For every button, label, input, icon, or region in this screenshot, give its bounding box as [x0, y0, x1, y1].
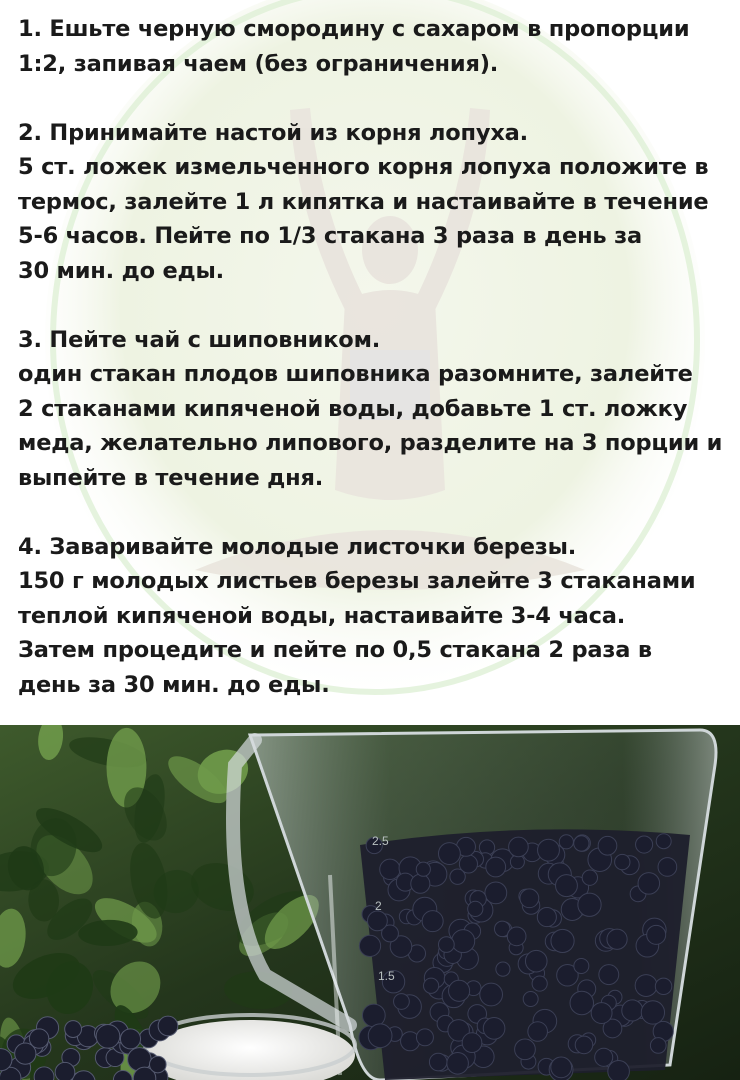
berry	[55, 1062, 75, 1080]
berry	[636, 836, 653, 853]
berry	[485, 882, 507, 904]
text-line: 1:2, запивая чаем (без ограничения).	[18, 50, 499, 77]
volume-mark: 1.5	[378, 969, 395, 983]
berry	[96, 1024, 120, 1048]
berry	[638, 873, 660, 895]
text-line: теплой кипяченой воды, настаивайте 3-4 часа.	[18, 602, 626, 629]
text-line: день за 30 мин. до еды.	[18, 671, 330, 698]
berry	[411, 874, 430, 893]
berry	[655, 978, 671, 994]
berry	[574, 959, 589, 974]
berry	[599, 965, 619, 985]
berry	[647, 925, 666, 944]
berry	[551, 1057, 572, 1078]
berry	[598, 836, 617, 855]
berry	[29, 1029, 48, 1048]
recipe-section-3	[18, 323, 730, 496]
blackcurrant-photo	[0, 725, 740, 1080]
berry	[449, 980, 470, 1001]
berry	[641, 1001, 664, 1024]
berry	[462, 1033, 482, 1053]
text-line: Затем процедите и пейте по 0,5 стакана 2 раза в	[18, 637, 652, 663]
text-line: термос, залейте 1 л кипятка и настаивайте в течение	[18, 188, 709, 215]
text-line: 30 мин. до еды.	[18, 257, 225, 284]
berry	[656, 834, 671, 849]
recipe-text	[18, 12, 730, 725]
berry	[622, 1000, 643, 1021]
text-line: 1. Ешьте черную смородину с сахаром в пропорции	[18, 16, 690, 42]
recipe-section-4	[18, 530, 730, 703]
berry	[607, 929, 627, 949]
berry	[368, 1024, 392, 1048]
berry	[595, 1048, 613, 1066]
berry	[509, 837, 529, 857]
berry	[551, 929, 574, 952]
berry	[359, 935, 380, 956]
volume-mark: 2	[375, 899, 382, 913]
berry	[615, 854, 630, 869]
berry	[507, 927, 526, 946]
berry	[150, 1056, 167, 1073]
section-heading: 2. Принимайте настой из корня лопуха.	[18, 119, 529, 146]
berry	[525, 950, 547, 972]
berry	[496, 962, 510, 976]
berry	[483, 1018, 505, 1040]
berry	[429, 1053, 447, 1071]
berry	[515, 1039, 536, 1060]
berry	[438, 843, 460, 865]
berry	[480, 983, 503, 1006]
berry	[394, 994, 410, 1010]
berry	[486, 857, 506, 877]
berry	[438, 937, 454, 953]
berry	[650, 1038, 666, 1054]
berry	[468, 901, 483, 916]
berry	[556, 875, 578, 897]
recipe-section-2	[18, 116, 730, 289]
berry	[416, 1029, 433, 1046]
berry	[362, 1004, 385, 1027]
berry	[537, 907, 556, 926]
berry	[532, 976, 547, 991]
berry	[65, 1021, 82, 1038]
berry	[520, 889, 539, 908]
berry	[523, 992, 538, 1007]
berry	[575, 1036, 593, 1054]
berry	[559, 835, 573, 849]
recipe-section-1	[18, 12, 730, 81]
berry	[528, 1022, 548, 1042]
berry	[452, 930, 475, 953]
berry	[574, 836, 589, 851]
section-heading: 3. Пейте чай с шиповником.	[18, 326, 381, 353]
text-line: меда, желательно липового, разделите на 3 порции и	[18, 430, 723, 456]
berry	[570, 991, 593, 1014]
berry	[380, 859, 400, 879]
text-line: 150 г молодых листьев березы залейте 3 стаканами	[18, 568, 696, 594]
text-line: один стакан плодов шиповника разомните, залейте	[18, 361, 693, 387]
photo-illustration	[0, 725, 740, 1080]
text-line: выпейте в течение дня.	[18, 464, 324, 491]
berry	[658, 858, 677, 877]
berry	[120, 1029, 140, 1049]
berry	[591, 1003, 612, 1024]
berry	[416, 862, 430, 876]
berry	[635, 975, 657, 997]
berry	[538, 839, 560, 861]
berry	[447, 1053, 469, 1075]
berry	[582, 870, 597, 885]
volume-mark: 2.5	[372, 834, 389, 848]
berry	[608, 1061, 630, 1080]
berry	[158, 1016, 178, 1036]
text-line: 5 ст. ложек измельченного корня лопуха положите в	[18, 154, 709, 180]
section-heading: 4. Заваривайте молодые листочки березы.	[18, 533, 577, 560]
text-line: 5-6 часов. Пейте по 1/3 стакана 3 раза в день за	[18, 223, 642, 249]
berry	[578, 893, 601, 916]
berry	[424, 978, 439, 993]
berry	[368, 911, 388, 931]
text-line: 2 стаканами кипяченой воды, добавьте 1 ст. ложку	[18, 395, 688, 422]
berry	[450, 869, 465, 884]
berry	[422, 911, 443, 932]
